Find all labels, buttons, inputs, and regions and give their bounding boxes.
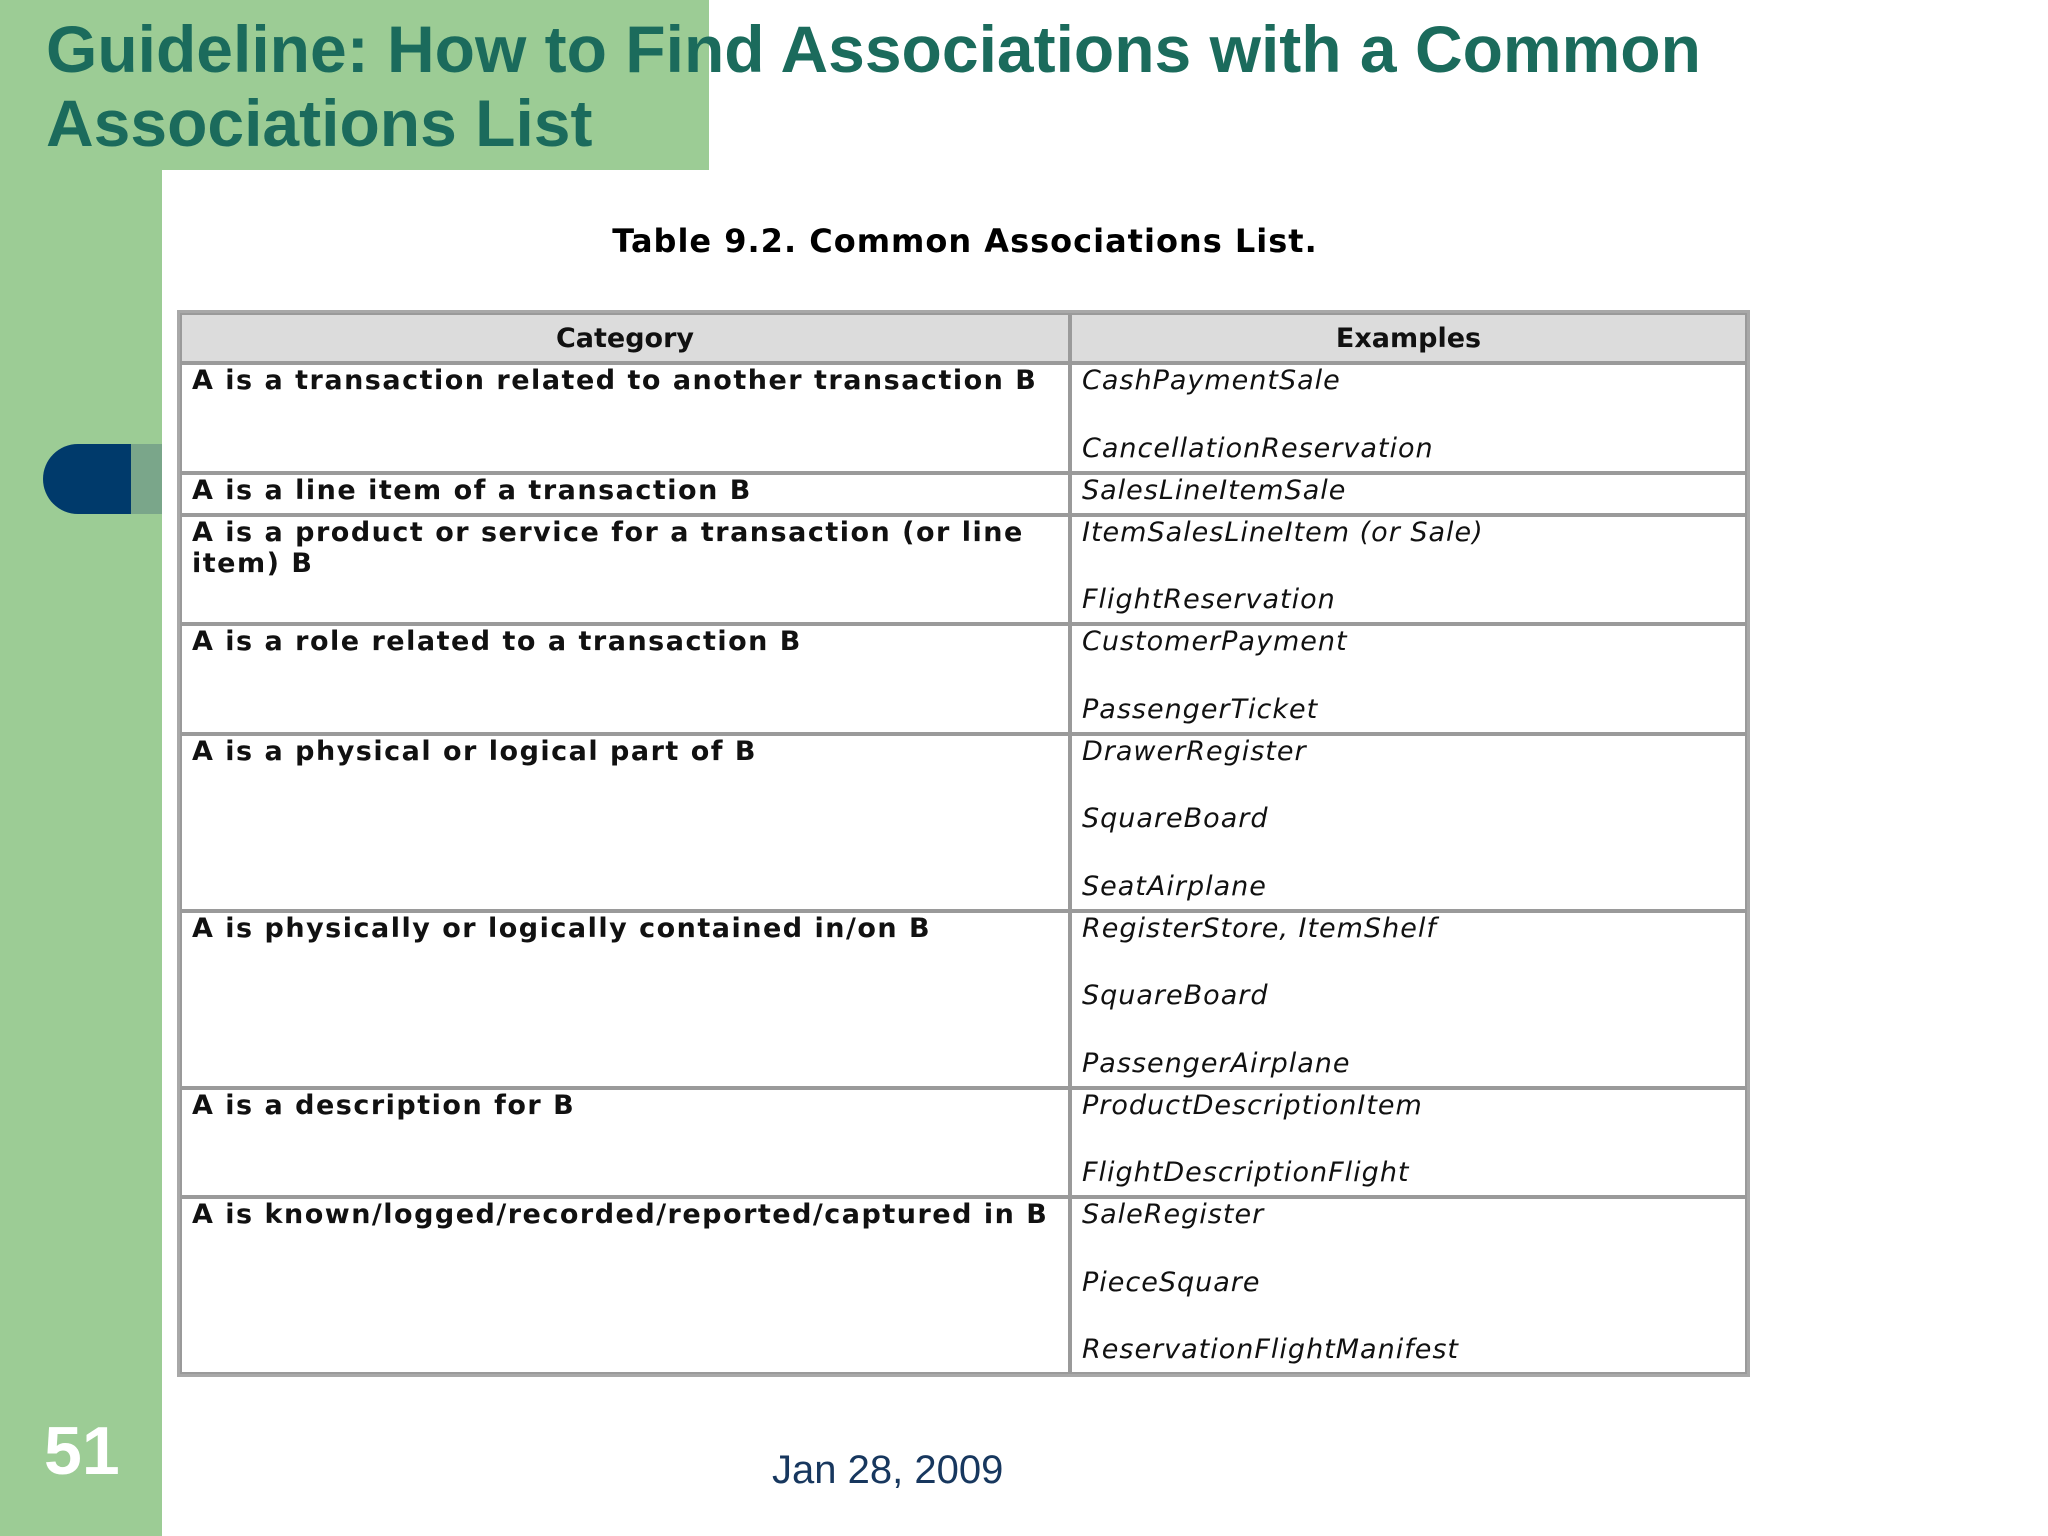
example-item: FlightReservation	[1082, 584, 1336, 615]
example-item: SaleRegister	[1082, 1199, 1265, 1230]
example-item: CustomerPayment	[1082, 626, 1348, 657]
category-cell: A is a role related to a transaction B	[180, 624, 1070, 734]
example-item: CashPaymentSale	[1082, 365, 1341, 396]
example-item: PieceSquare	[1082, 1266, 1261, 1298]
example-item: PassengerTicket	[1082, 693, 1319, 725]
category-cell: A is a physical or logical part of B	[180, 734, 1070, 911]
table-row	[180, 363, 1747, 473]
table-body	[180, 363, 1747, 1374]
examples-cell	[1070, 624, 1747, 734]
table-row	[180, 624, 1747, 734]
example-item: DrawerRegister	[1082, 735, 1307, 767]
category-cell: A is known/logged/recorded/reported/captured in B	[180, 1197, 1070, 1374]
slide-tab-accent	[131, 444, 162, 514]
table-caption: Table 9.2. Common Associations List.	[612, 222, 1318, 260]
example-item: CancellationReservation	[1082, 432, 1434, 464]
header-category: Category	[180, 313, 1070, 363]
category-cell: A is physically or logically contained in/on B	[180, 911, 1070, 1088]
examples-cell	[1070, 473, 1747, 515]
slide-tab-marker	[43, 444, 131, 514]
examples-cell	[1070, 734, 1747, 911]
category-cell: A is a description for B	[180, 1088, 1070, 1198]
example-item: SalesLineItemSale	[1082, 474, 1347, 506]
example-item: ItemSalesLineItem (or Sale)	[1082, 516, 1484, 548]
example-item: ReservationFlightManifest	[1082, 1334, 1459, 1365]
category-cell: A is a transaction related to another transaction B	[180, 363, 1070, 473]
example-item: SquareBoard	[1082, 980, 1269, 1011]
page-number: 51	[44, 1413, 120, 1489]
table-row	[180, 1197, 1747, 1374]
example-item: SeatAirplane	[1082, 870, 1267, 902]
header-examples: Examples	[1070, 313, 1747, 363]
category-cell: A is a line item of a transaction B	[180, 473, 1070, 515]
slide-title: Guideline: How to Find Associations with a Common Associations List	[46, 12, 1701, 160]
table-row	[180, 473, 1747, 515]
table-row	[180, 1088, 1747, 1198]
category-cell: A is a product or service for a transaction (or line item) B	[180, 515, 1070, 625]
table-row	[180, 734, 1747, 911]
examples-cell	[1070, 515, 1747, 625]
common-associations-table	[177, 310, 1750, 1377]
examples-cell	[1070, 1197, 1747, 1374]
example-item: FlightDescriptionFlight	[1082, 1157, 1410, 1188]
example-item: SquareBoard	[1082, 803, 1269, 834]
examples-cell	[1070, 363, 1747, 473]
table-row	[180, 911, 1747, 1088]
example-item: PassengerAirplane	[1082, 1047, 1351, 1079]
table-row	[180, 515, 1747, 625]
example-item: ProductDescriptionItem	[1082, 1089, 1423, 1121]
example-item: RegisterStore, ItemShelf	[1082, 912, 1437, 944]
examples-cell	[1070, 1088, 1747, 1198]
examples-cell	[1070, 911, 1747, 1088]
table-header-row	[180, 313, 1747, 363]
slide-date: Jan 28, 2009	[772, 1448, 1004, 1492]
slide-sidebar	[0, 0, 162, 1536]
